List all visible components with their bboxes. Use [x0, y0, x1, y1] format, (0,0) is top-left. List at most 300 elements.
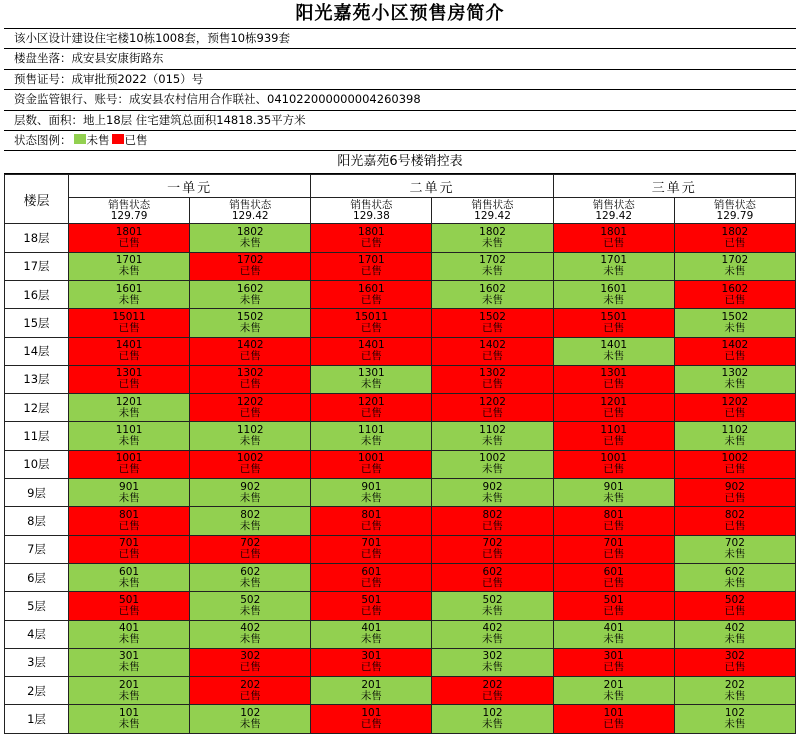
room-number: 1601: [600, 282, 628, 295]
floor-column-header: 楼层: [5, 175, 69, 224]
unit-cell: [432, 224, 553, 252]
room-number: 601: [361, 565, 382, 578]
unit-cell: [190, 677, 311, 705]
room-number: 801: [361, 508, 382, 521]
sale-status: 未售: [603, 633, 625, 646]
room-number: 15011: [112, 310, 146, 323]
room-number: 1001: [115, 452, 143, 465]
room-number: 302: [724, 650, 745, 663]
info-line-floors-area: 层数、面积：地上18层 住宅建筑总面积14818.35平方米: [4, 111, 796, 131]
sale-status: 未售: [724, 718, 746, 731]
sale-status: 已售: [360, 293, 382, 306]
legend-label: 状态图例：: [14, 132, 72, 147]
sale-status: 未售: [239, 633, 261, 646]
room-number: 902: [724, 480, 745, 493]
room-number: 601: [603, 565, 624, 578]
unit-cell: [69, 280, 190, 308]
room-number: 802: [482, 508, 503, 521]
room-number: 701: [361, 537, 382, 550]
sale-status: 已售: [724, 406, 746, 419]
info-line-bank-account: 资金监管银行、账号：成安县农村信用合作联社、041022000000004260398: [4, 90, 796, 110]
sale-status: 已售: [482, 548, 504, 561]
unit-cell: [674, 479, 795, 507]
room-number: 1301: [600, 367, 628, 380]
room-number: 1401: [358, 339, 385, 352]
sale-status: 已售: [724, 661, 746, 674]
room-number: 1401: [115, 339, 143, 352]
sale-status: 已售: [724, 293, 746, 306]
room-number: 1801: [600, 225, 628, 238]
room-number: 1101: [358, 424, 385, 437]
room-number: 602: [482, 565, 503, 578]
table-row: [5, 648, 796, 676]
unit-header-2: 二单元: [311, 175, 553, 198]
unit-cell: [553, 620, 674, 648]
sale-status: 未售: [360, 633, 382, 646]
unit-cell: [553, 507, 674, 535]
sale-status: 未售: [239, 718, 261, 731]
unit-cell: [311, 280, 432, 308]
room-number: 1502: [479, 310, 506, 323]
column-header-area: 129.42: [474, 209, 511, 222]
unit-cell: [674, 620, 795, 648]
sale-status: 已售: [118, 548, 140, 561]
sale-status: 未售: [118, 406, 140, 419]
unit-cell: [69, 535, 190, 563]
unit-cell: [311, 620, 432, 648]
sale-status: 已售: [482, 350, 504, 363]
unit-cell: [69, 705, 190, 733]
unit-cell: [553, 450, 674, 478]
room-number: 401: [603, 622, 624, 635]
sale-status: 未售: [239, 576, 261, 589]
unit-cell: [674, 224, 795, 252]
unit-cell: [432, 563, 553, 591]
room-number: 1001: [600, 452, 628, 465]
sale-status: 未售: [724, 548, 746, 561]
sale-status: 已售: [360, 350, 382, 363]
sale-status: 已售: [360, 321, 382, 334]
sale-status: 已售: [360, 661, 382, 674]
room-number: 1002: [721, 452, 749, 465]
unit-cell: [674, 648, 795, 676]
sale-status: 未售: [360, 435, 382, 448]
unit-cell: [311, 394, 432, 422]
unit-cell: [69, 450, 190, 478]
room-number: 402: [482, 622, 503, 635]
room-number: 502: [724, 593, 745, 606]
sale-status: 未售: [118, 718, 140, 731]
room-number: 1602: [721, 282, 749, 295]
table-row: [5, 422, 796, 450]
sale-status: 已售: [603, 718, 625, 731]
column-header: [69, 198, 190, 224]
sale-status: 未售: [482, 463, 504, 476]
sale-status: 已售: [118, 519, 140, 532]
unit-cell: [553, 592, 674, 620]
room-number: 802: [724, 508, 745, 521]
room-number: 1701: [600, 254, 628, 267]
sale-status: 已售: [239, 378, 261, 391]
unit-cell: [432, 337, 553, 365]
column-header-label: 销售状态: [229, 198, 272, 211]
room-number: 902: [482, 480, 503, 493]
table-row: [5, 705, 796, 733]
unit-cell: [674, 450, 795, 478]
unit-cell: [553, 535, 674, 563]
room-number: 702: [240, 537, 261, 550]
sale-status: 已售: [239, 548, 261, 561]
unit-cell: [674, 252, 795, 280]
sale-status: 未售: [724, 321, 746, 334]
unit-cell: [311, 648, 432, 676]
room-number: 1002: [236, 452, 264, 465]
room-number: 1202: [236, 395, 264, 408]
room-number: 702: [724, 537, 745, 550]
room-number: 1502: [236, 310, 264, 323]
column-header-area: 129.38: [353, 209, 390, 222]
sales-control-table: [4, 174, 796, 733]
unit-cell: [190, 422, 311, 450]
sale-status: 未售: [724, 378, 746, 391]
floor-label: 8层: [5, 507, 69, 535]
floor-label: 7层: [5, 535, 69, 563]
unit-cell: [674, 422, 795, 450]
sale-status: 已售: [360, 519, 382, 532]
unit-cell: [553, 252, 674, 280]
sale-status: 已售: [724, 463, 746, 476]
room-number: 1101: [115, 424, 143, 437]
unit-cell: [311, 507, 432, 535]
unit-cell: [69, 620, 190, 648]
unit-cell: [69, 394, 190, 422]
unit-cell: [432, 479, 553, 507]
room-number: 202: [482, 678, 503, 691]
room-number: 1702: [236, 254, 264, 267]
floor-label: 17层: [5, 252, 69, 280]
room-number: 301: [361, 650, 382, 663]
table-row: [5, 535, 796, 563]
unit-cell: [674, 337, 795, 365]
room-number: 1402: [721, 339, 749, 352]
floor-label: 14层: [5, 337, 69, 365]
sale-status: 未售: [360, 491, 382, 504]
room-number: 501: [361, 593, 382, 606]
floor-label: 6层: [5, 563, 69, 591]
unit-cell: [190, 620, 311, 648]
room-number: 1102: [721, 424, 749, 437]
sale-status: 已售: [603, 406, 625, 419]
unit-cell: [674, 394, 795, 422]
sale-status: 已售: [360, 718, 382, 731]
floor-label: 15层: [5, 309, 69, 337]
sale-status: 已售: [360, 604, 382, 617]
legend-sold-swatch: [112, 134, 124, 144]
unit-cell: [311, 337, 432, 365]
table-row: [5, 592, 796, 620]
unit-cell: [190, 309, 311, 337]
floor-label: 13层: [5, 365, 69, 393]
sale-status: 未售: [603, 491, 625, 504]
floor-label: 9层: [5, 479, 69, 507]
sale-status: 已售: [482, 689, 504, 702]
room-number: 102: [240, 707, 261, 720]
sale-status: 未售: [482, 236, 504, 249]
room-number: 1802: [236, 225, 264, 238]
column-header-area: 129.79: [110, 209, 148, 222]
room-number: 201: [119, 678, 140, 691]
sale-status: 已售: [603, 236, 625, 249]
room-number: 1601: [358, 282, 385, 295]
room-number: 1502: [721, 310, 749, 323]
sale-status: 已售: [603, 576, 625, 589]
room-number: 302: [240, 650, 261, 663]
unit-cell: [432, 677, 553, 705]
unit-cell: [69, 365, 190, 393]
unit-cell: [674, 535, 795, 563]
column-header-area: 129.42: [595, 209, 633, 222]
sale-status: 未售: [239, 519, 261, 532]
room-number: 902: [240, 480, 261, 493]
sale-status: 已售: [724, 350, 746, 363]
sale-status: 未售: [239, 321, 261, 334]
floor-label: 11层: [5, 422, 69, 450]
sale-status: 已售: [603, 321, 625, 334]
sale-status: 已售: [239, 350, 261, 363]
floor-label: 4层: [5, 620, 69, 648]
room-number: 1602: [479, 282, 506, 295]
room-number: 602: [724, 565, 745, 578]
info-line-location: 楼盘坐落：成安县安康街路东: [4, 49, 796, 69]
room-number: 101: [361, 707, 382, 720]
room-number: 1301: [115, 367, 143, 380]
unit-cell: [69, 479, 190, 507]
room-number: 1001: [358, 452, 385, 465]
unit-cell: [69, 337, 190, 365]
table-row: [5, 507, 796, 535]
unit-cell: [432, 450, 553, 478]
sale-status: 未售: [118, 491, 140, 504]
sale-status: 已售: [724, 491, 746, 504]
sale-status: 已售: [118, 604, 140, 617]
room-number: 1202: [721, 395, 749, 408]
sale-status: 未售: [482, 604, 504, 617]
unit-cell: [432, 252, 553, 280]
sale-status: 已售: [118, 321, 140, 334]
sale-status: 已售: [482, 406, 504, 419]
room-number: 402: [240, 622, 261, 635]
unit-cell: [553, 394, 674, 422]
room-number: 1702: [479, 254, 506, 267]
unit-cell: [311, 252, 432, 280]
unit-cell: [553, 224, 674, 252]
room-number: 1002: [479, 452, 506, 465]
unit-cell: [190, 224, 311, 252]
unit-cell: [553, 309, 674, 337]
legend-unsold-swatch: [74, 134, 86, 144]
column-header-area: 129.42: [231, 209, 269, 222]
sale-status: 未售: [724, 689, 746, 702]
unit-cell: [311, 677, 432, 705]
column-header: [311, 198, 432, 224]
sale-status: 未售: [482, 718, 504, 731]
table-row: [5, 677, 796, 705]
unit-cell: [553, 280, 674, 308]
sale-status: 已售: [360, 265, 382, 278]
room-number: 1702: [721, 254, 749, 267]
unit-cell: [432, 507, 553, 535]
unit-cell: [674, 705, 795, 733]
sale-status: 已售: [118, 350, 140, 363]
room-number: 401: [119, 622, 140, 635]
table-row: [5, 337, 796, 365]
sale-status: 已售: [603, 378, 625, 391]
info-line-total: 该小区设计建设住宅楼10栋1008套，预售10栋939套: [4, 29, 796, 49]
room-number: 102: [724, 707, 745, 720]
sale-status: 未售: [239, 236, 261, 249]
unit-cell: [190, 280, 311, 308]
unit-cell: [432, 620, 553, 648]
room-number: 201: [361, 678, 382, 691]
sale-status: 已售: [239, 661, 261, 674]
room-number: 802: [240, 508, 261, 521]
sale-status: 已售: [360, 463, 382, 476]
room-number: 1201: [115, 395, 143, 408]
room-number: 1701: [115, 254, 143, 267]
unit-cell: [190, 648, 311, 676]
unit-cell: [190, 450, 311, 478]
room-number: 101: [119, 707, 140, 720]
floor-label: 5层: [5, 592, 69, 620]
sale-status: 未售: [118, 661, 140, 674]
column-header-label: 销售状态: [108, 198, 151, 211]
unit-cell: [311, 563, 432, 591]
sale-status: 已售: [118, 378, 140, 391]
room-number: 1402: [479, 339, 506, 352]
unit-cell: [69, 252, 190, 280]
floor-label: 1层: [5, 705, 69, 733]
sale-status: 已售: [360, 576, 382, 589]
sale-status: 未售: [118, 265, 140, 278]
sale-status: 未售: [118, 435, 140, 448]
table-row: [5, 280, 796, 308]
unit-cell: [311, 365, 432, 393]
sale-status: 未售: [603, 689, 625, 702]
unit-cell: [190, 563, 311, 591]
unit-cell: [69, 309, 190, 337]
sale-status: 未售: [239, 435, 261, 448]
sale-status: 已售: [239, 406, 261, 419]
column-header-label: 销售状态: [713, 198, 756, 211]
sale-status: 已售: [360, 548, 382, 561]
room-number: 1302: [721, 367, 749, 380]
unit-cell: [190, 535, 311, 563]
unit-cell: [432, 365, 553, 393]
unit-cell: [432, 592, 553, 620]
column-header: [674, 198, 795, 224]
unit-cell: [311, 309, 432, 337]
unit-cell: [190, 705, 311, 733]
sale-status: 未售: [482, 633, 504, 646]
sale-status: 未售: [724, 435, 746, 448]
room-number: 901: [603, 480, 624, 493]
sale-status: 未售: [118, 633, 140, 646]
unit-cell: [432, 648, 553, 676]
table-title: 阳光嘉苑6号楼销控表: [4, 151, 796, 174]
unit-cell: [69, 677, 190, 705]
room-number: 801: [119, 508, 140, 521]
room-number: 15011: [354, 310, 389, 323]
unit-cell: [69, 563, 190, 591]
room-number: 602: [240, 565, 261, 578]
room-number: 101: [603, 707, 624, 720]
sale-status: 已售: [603, 661, 625, 674]
floor-label: 10层: [5, 450, 69, 478]
room-number: 901: [361, 480, 382, 493]
room-number: 402: [724, 622, 745, 635]
room-number: 301: [603, 650, 624, 663]
room-number: 401: [361, 622, 382, 635]
table-row: [5, 252, 796, 280]
room-number: 501: [119, 593, 140, 606]
room-number: 1801: [115, 225, 143, 238]
sale-status: 未售: [603, 265, 625, 278]
unit-cell: [674, 563, 795, 591]
unit-cell: [69, 224, 190, 252]
room-number: 102: [482, 707, 503, 720]
sale-status: 未售: [482, 435, 504, 448]
sales-control-sheet: [4, 0, 796, 734]
table-row: [5, 224, 796, 252]
floor-label: 12层: [5, 394, 69, 422]
sale-status: 未售: [118, 689, 140, 702]
table-row: [5, 394, 796, 422]
room-number: 1202: [479, 395, 506, 408]
room-number: 501: [603, 593, 624, 606]
room-number: 1301: [358, 367, 385, 380]
room-number: 601: [119, 565, 140, 578]
floor-label: 2层: [5, 677, 69, 705]
unit-cell: [311, 422, 432, 450]
unit-header-3: 三单元: [553, 175, 795, 198]
table-row: [5, 620, 796, 648]
table-row: [5, 365, 796, 393]
sale-status: 已售: [482, 378, 504, 391]
floor-label: 3层: [5, 648, 69, 676]
sale-status: 未售: [724, 633, 746, 646]
sale-status: 未售: [360, 378, 382, 391]
column-header-area: 129.79: [716, 209, 754, 222]
floor-label: 16层: [5, 280, 69, 308]
table-row: [5, 479, 796, 507]
sale-status: 已售: [724, 236, 746, 249]
unit-cell: [69, 422, 190, 450]
unit-cell: [553, 677, 674, 705]
room-number: 502: [482, 593, 503, 606]
floor-label: 18层: [5, 224, 69, 252]
sale-status: 已售: [360, 406, 382, 419]
room-number: 1401: [600, 339, 628, 352]
sale-status: 未售: [118, 576, 140, 589]
sale-status: 已售: [482, 576, 504, 589]
column-header-label: 销售状态: [350, 198, 393, 211]
unit-cell: [69, 592, 190, 620]
sale-status: 未售: [482, 293, 504, 306]
room-number: 301: [119, 650, 140, 663]
unit-cell: [311, 224, 432, 252]
room-number: 202: [240, 678, 261, 691]
room-number: 1402: [236, 339, 264, 352]
